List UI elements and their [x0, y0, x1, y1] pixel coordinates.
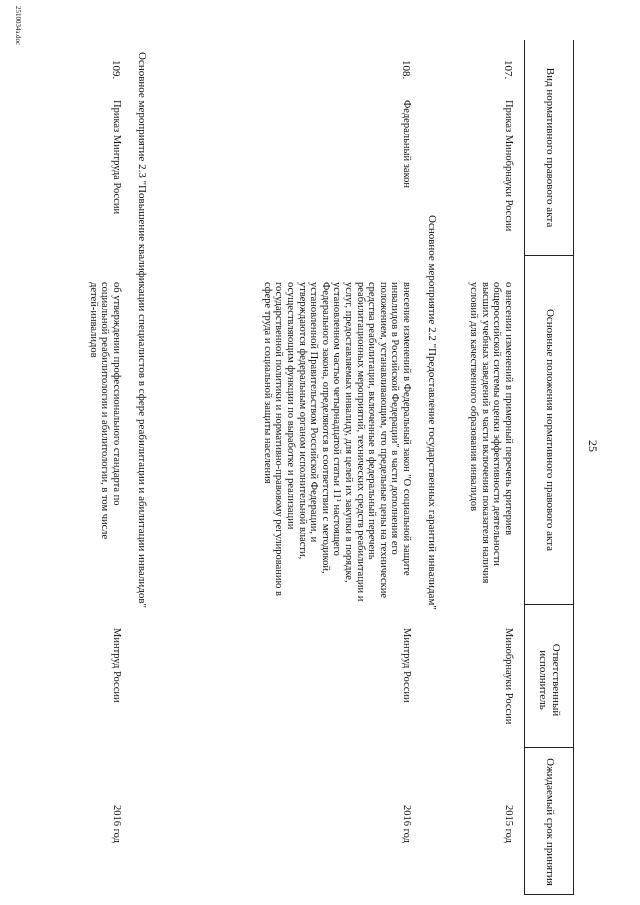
expected-term: 2015 год: [503, 805, 514, 843]
expected-term: 2016 год: [111, 805, 122, 843]
row-number: 109.: [110, 60, 122, 80]
col-divider-3: [525, 747, 574, 748]
section-heading: Основное мероприятие 2.3 "Повышение квалификации специалистов в сфере реабилитации и абилитации инвалидов": [136, 52, 148, 609]
act-content: об утверждении профессионального стандарта по социальной реабилитологии и абилитологии, в том числе детей-инвалидов: [87, 282, 122, 540]
act-type: Федеральный закон: [401, 100, 412, 189]
section-heading: Основное мероприятие 2.2 "Предоставление государственных гарантий инвалидам": [426, 215, 438, 610]
expected-term: 2016 год: [401, 805, 412, 843]
executor: Минобрнауки России: [503, 628, 514, 725]
header-main-provisions: Основные положения нормативного правового акта: [544, 308, 556, 552]
col-divider-2: [525, 604, 574, 605]
act-content: внесение изменений в Федеральный закон "О социальной защите инвалидов в Российской Федерации" в части дополнения его положением, устанавливающим, что предельные цены на технические средства реабилитации, включенные в федеральный перечень реабилитационных мероприятий, технических средств реабилитации и услуг, предоставляемых инвалиду, для целей их закупки в порядке, установленном частью четырнадцатой статьи 11¹ настоящего Федерального закона, определяются в соответствии с методикой, установленной Правительством Российской Федерации, и утверждаются федеральным органом исполнительной власти, осуществляющим функции по выработке и реализации государственной политики и нормативно-правовому регулированию в сфере труда и социальной защиты населения: [261, 282, 412, 602]
row-number: 108.: [400, 60, 412, 80]
table-right-border: [525, 894, 574, 895]
footer-doc-code: 2510034з.doc: [14, 6, 22, 46]
act-type: Приказ Минтруда России: [111, 100, 122, 215]
row-number: 107.: [502, 60, 514, 80]
header-act-type: Вид нормативного правового акта: [544, 67, 556, 228]
header-executor: Ответственный исполнитель: [537, 643, 563, 717]
header-expected-term: Ожидаемый срок принятия: [544, 758, 556, 886]
act-type: Приказ Минобрнауки России: [503, 100, 514, 232]
executor: Минтруд России: [111, 628, 122, 703]
regulatory-acts-table: [0, 40, 640, 895]
page-number: 25: [586, 440, 600, 452]
executor: Минтруд России: [401, 628, 412, 703]
act-content: о внесении изменений в примерный перечень критериев общероссийской системы оценки эффективности деятельности высших учебных заведений в части включения показателя наличия условий для качественного образования инвалидов: [468, 282, 514, 584]
